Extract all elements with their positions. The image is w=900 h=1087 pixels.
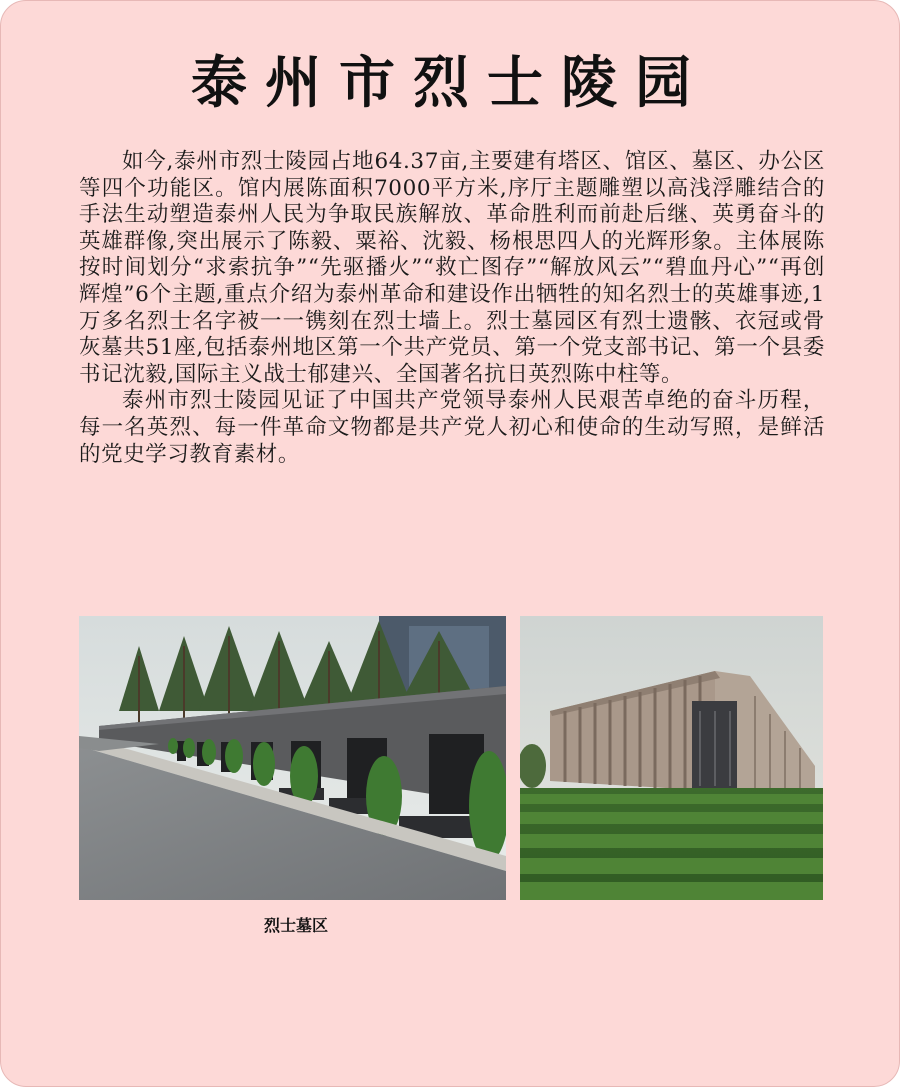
cemetery-caption: 烈士墓区	[263, 916, 328, 935]
article-body	[79, 149, 825, 468]
paragraph-1: 如今,泰州市烈士陵园占地64.37亩,主要建有塔区、馆区、墓区、办公区等四个功能区。馆内展陈面积7000平方米,序厅主题雕塑以高浅浮雕结合的手法生动塑造泰州人民为争取民族解放、革命胜利而前赴后继、英勇奋斗的英雄群像,突出展示了陈毅、粟裕、沈毅、杨根思四人的光辉形象。主体展陈按时间划分“求索抗争”“先驱播火”“救亡图存”“解放风云”“碧血丹心”“再创辉煌”6个主题,重点介绍为泰州革命和建设作出牺牲的知名烈士的英雄事迹,1万多名烈士名字被一一镌刻在烈士墙上。烈士墓园区有烈士遗骸、衣冠或骨灰墓共51座,包括泰州地区第一个共产党员、第一个党支部书记、第一个县委书记沈毅,国际主义战士郁建兴、全国著名抗日英烈陈中柱等。	[79, 149, 825, 387]
page-title: 泰州市烈士陵园	[191, 50, 709, 116]
memorial-hall-photo-image	[520, 616, 823, 900]
cemetery-photo-image	[79, 616, 506, 900]
cemetery-photo	[79, 616, 506, 900]
paragraph-2: 泰州市烈士陵园见证了中国共产党领导泰州人民艰苦卓绝的奋斗历程，每一名英烈、每一件革命文物都是共产党人初心和使命的生动写照，是鲜活的党史学习教育素材。	[79, 388, 825, 467]
memorial-hall-photo	[520, 616, 823, 900]
